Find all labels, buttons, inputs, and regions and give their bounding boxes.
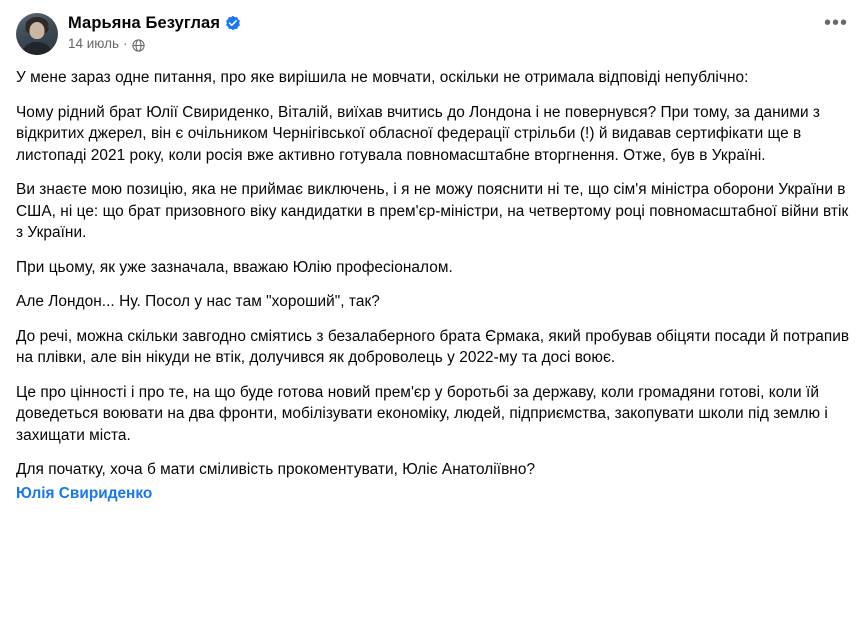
post-meta [68, 36, 824, 52]
post-date[interactable]: 14 июль [68, 36, 120, 51]
post-paragraph: У мене зараз одне питання, про яке вирішила не мовчати, оскільки не отримала відповіді непублічно: [16, 69, 749, 86]
post-paragraph: Чому рідний брат Юлії Свириденко, Віталій, виїхав вчитись до Лондона і не повернувся? При тому, за даними з відкритих джерел, він є очільником Чернігівської обласної федерації стрільби (!) й видавав сертифікати ще в листопаді 2021 року, коли росія вже активно готувала повномасштабне вторгнення. Отже, був в Україні. [16, 103, 821, 164]
mention-link-row [16, 483, 852, 505]
globe-icon[interactable] [132, 39, 145, 52]
author-row [68, 13, 824, 33]
avatar[interactable] [16, 13, 58, 55]
post-header-text [58, 12, 824, 52]
post-paragraph: Ви знаєте мою позицію, яка не приймає виключень, і я не можу пояснити ні те, що сім'я міністра оборони України в США, ні це: що брат призовного віку кандидатки в прем'єр-міністри, на четвертому році повномасштабної війни втік з України. [16, 181, 849, 241]
post-paragraph: Це про цінності і про те, на що буде готова новий прем'єр у боротьбі за державу, коли громадяни готові, коли їй доведеться воювати на два фронти, мобілізувати економіку, людей, підприємства, закопувати школи під землю і захищати міста. [16, 383, 828, 444]
post-paragraph: Але Лондон... Ну. Посол у нас там "хороший", так? [16, 293, 380, 310]
meta-separator: · [123, 36, 128, 51]
post-options-button[interactable]: ••• [823, 12, 848, 34]
post-spacer [16, 505, 852, 515]
verified-badge-icon [225, 15, 241, 31]
post-paragraph: При цьому, як уже зазначала, вважаю Юлію професіоналом. [16, 258, 453, 276]
post-body [16, 65, 852, 505]
post-header [16, 12, 852, 65]
post-paragraph: До речі, можна скільки завгодно сміятись з безалаберного брата Єрмака, який пробував обіцяти посади й потрапив на плівки, але він нікуди не втік, долучився як доброволець у 2022-му та досі воює. [16, 327, 850, 366]
mention-link[interactable]: Юлія Свириденко [16, 484, 153, 502]
author-name[interactable]: Марьяна Безуглая [68, 14, 221, 32]
post-paragraph: Для початку, хоча б мати сміливість прокоментувати, Юліє Анатоліївно? [16, 461, 536, 478]
avatar-body [22, 42, 53, 55]
avatar-face [30, 22, 45, 39]
